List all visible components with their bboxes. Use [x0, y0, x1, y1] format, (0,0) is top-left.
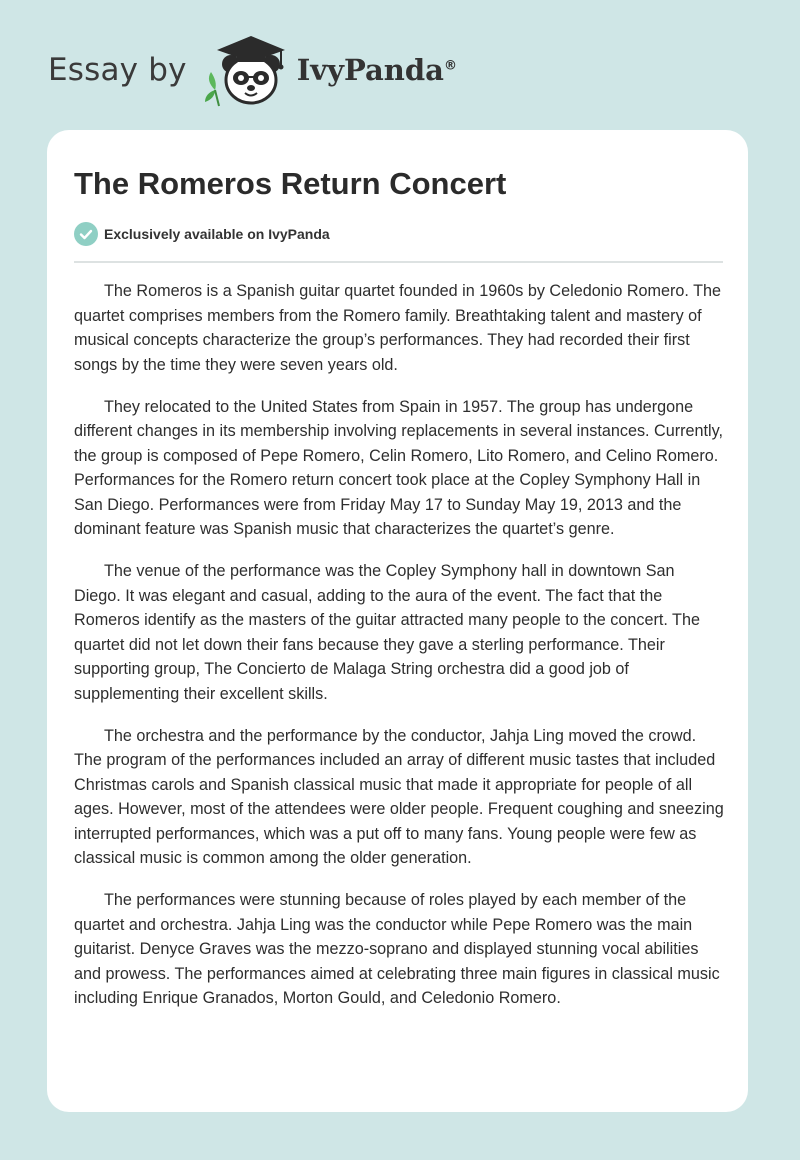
- paragraph: They relocated to the United States from Spain in 1957. The group has undergone different changes in its membership involving replacements in several instances. Currently, the group is composed of Pepe Romero, Celin Romero, Lito Romero, and Celino Romero. Performances for the Romero return concert took place at the Copley Symphony Hall in San Diego. Performances were from Friday May 17 to Sunday May 19, 2013 and the dominant feature was Spanish music that characterizes the quartet’s genre.: [74, 397, 724, 538]
- essay-by-label: Essay by: [48, 52, 187, 88]
- paragraph: The venue of the performance was the Copley Symphony hall in downtown San Diego. It was elegant and casual, adding to the aura of the event. The fact that the Romeros identify as the masters of the guitar attracted many people to the concert. The quartet did not let down their fans because they gave a sterling performance. Their supporting group, The Concierto de Malaga String orchestra did a good job of supplementing their excellent skills.: [74, 562, 700, 703]
- paragraph: The Romeros is a Spanish guitar quartet founded in 1960s by Celedonio Romero. The quartet comprises members from the Romero family. Breathtaking talent and mastery of musical concepts characterize the group’s performances. They had recorded their first songs by the time they were seven years old.: [74, 282, 721, 374]
- paragraph: The performances were stunning because of roles played by each member of the quartet and orchestra. Jahja Ling was the conductor while Pepe Romero was the main guitarist. Denyce Graves was the mezzo-soprano and displayed stunning vocal abilities and prowess. The performances aimed at celebrating three main figures in classical music including Enrique Granados, Morton Gould, and Celedonio Romero.: [74, 891, 720, 1007]
- panda-graduate-logo-icon[interactable]: [201, 30, 293, 110]
- essay-body: [74, 279, 724, 1028]
- divider: [74, 261, 723, 263]
- exclusive-badge: [74, 222, 330, 246]
- site-header: [48, 30, 457, 110]
- registered-mark: ®: [443, 58, 457, 74]
- essay-card: [47, 130, 748, 1112]
- page-title: The Romeros Return Concert: [74, 166, 507, 201]
- paragraph: The orchestra and the performance by the conductor, Jahja Ling moved the crowd. The program of the performances included an array of different music tastes that included Christmas carols and Spanish classical music that made it appropriate for people of all ages. However, most of the attendees were older people. Frequent coughing and sneezing interrupted performances, which was a put off to many fans. Young people were few as classical music is common among the older generation.: [74, 726, 724, 867]
- exclusive-badge-label: Exclusively available on IvyPanda: [104, 226, 330, 242]
- check-circle-icon: [74, 222, 98, 246]
- brand-name: IvyPanda®: [296, 53, 457, 87]
